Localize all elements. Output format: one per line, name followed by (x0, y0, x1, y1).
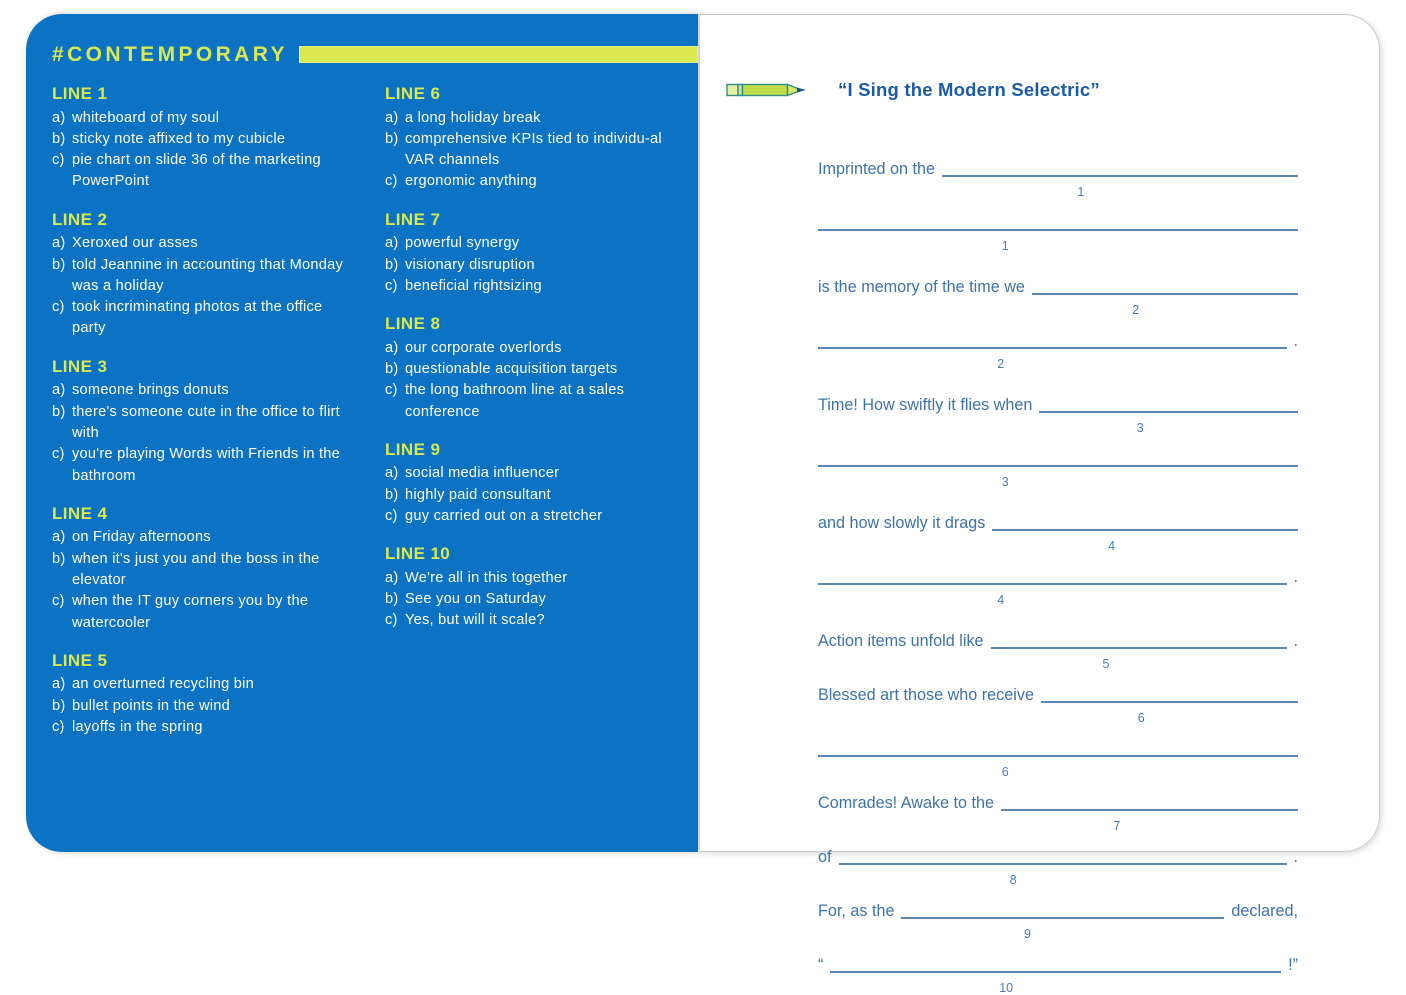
choice-tag: b) (52, 550, 66, 567)
choice-tag: a) (385, 109, 399, 126)
poem-trail-text: . (1293, 847, 1298, 866)
choice-option[interactable] (52, 233, 359, 254)
line-heading: LINE 10 (385, 544, 451, 564)
choice-text: layoffs in the spring (72, 718, 203, 735)
choice-tag: c) (385, 277, 398, 294)
choice-option[interactable] (385, 380, 692, 423)
choice-tag: b) (385, 591, 399, 608)
choice-tag: c) (52, 718, 65, 735)
choice-text: Xeroxed our asses (72, 235, 198, 252)
choice-option[interactable] (52, 444, 359, 487)
poem-row (818, 265, 1298, 317)
blank-number: 9 (1023, 926, 1031, 941)
choice-tag: c) (52, 152, 65, 169)
pencil-icon (726, 77, 816, 103)
line-heading: LINE 1 (52, 84, 108, 103)
choice-text: sticky note affixed to my cubicle (72, 130, 286, 147)
choice-tag: a) (52, 676, 66, 693)
poem-lead-text: of (818, 847, 832, 866)
choice-option[interactable] (385, 589, 692, 610)
poem-title: “I Sing the Modern Selectric” (838, 79, 1100, 100)
fill-in-blank[interactable] (818, 449, 1298, 489)
choice-option[interactable] (52, 527, 359, 548)
line-block (385, 84, 692, 193)
choice-tag: c) (385, 382, 398, 399)
fill-in-blank[interactable] (992, 513, 1298, 553)
poem-row (818, 147, 1298, 199)
choice-tag: a) (385, 569, 399, 586)
choice-text: See you on Saturday (405, 591, 547, 608)
fill-in-blank[interactable] (818, 739, 1298, 779)
poem-row (818, 835, 1298, 887)
poem-row (818, 201, 1298, 253)
fill-in-blank[interactable] (1001, 793, 1298, 833)
poem-lead-text: is the memory of the time we (818, 277, 1025, 296)
poem-row (818, 319, 1298, 371)
choice-text: our corporate overlords (405, 339, 562, 356)
blank-number: 1 (1001, 238, 1009, 253)
choice-option[interactable] (52, 150, 359, 193)
left-page (26, 14, 698, 852)
poem-row (818, 383, 1298, 435)
blank-number: 6 (1137, 710, 1145, 725)
fill-in-blank[interactable] (818, 567, 1287, 607)
choice-text: social media influencer (405, 465, 560, 482)
choice-text: someone brings donuts (72, 382, 229, 399)
choice-text: questionable acquisition targets (405, 361, 618, 378)
choice-tag: a) (52, 109, 66, 126)
choice-tag: b) (385, 130, 399, 147)
poem-row (818, 437, 1298, 489)
contemporary-header (52, 40, 698, 68)
poem-lead-text: “ (818, 955, 824, 974)
choice-option[interactable] (52, 696, 359, 717)
line-block (52, 651, 359, 738)
choice-option[interactable] (385, 108, 692, 129)
choice-tag: a) (52, 235, 66, 252)
line-block (385, 440, 692, 527)
poem-lead-text: For, as the (818, 901, 895, 920)
choice-text: when it's just you and the boss in the elevator (72, 550, 320, 588)
choice-option[interactable] (385, 485, 692, 506)
line-heading: LINE 5 (52, 650, 108, 670)
line-block (52, 357, 359, 487)
choice-option[interactable] (52, 297, 359, 340)
choice-option[interactable] (52, 549, 359, 592)
choice-tag: a) (52, 529, 66, 546)
choice-option[interactable] (385, 171, 692, 192)
line-block (385, 314, 692, 423)
line-block (52, 504, 359, 634)
poem-lead-text: Action items unfold like (818, 631, 984, 650)
fill-in-blank[interactable] (839, 847, 1287, 887)
line-heading: LINE 4 (52, 503, 108, 523)
poem-lead-text: Imprinted on the (818, 159, 935, 178)
choice-option[interactable] (52, 591, 359, 634)
choice-tag: a) (52, 382, 66, 399)
choice-option[interactable] (52, 255, 359, 298)
fill-in-blank[interactable] (1039, 395, 1298, 435)
choice-tag: c) (52, 299, 65, 316)
line-block (385, 544, 692, 631)
poem-lead-text: Blessed art those who receive (818, 685, 1034, 704)
poem-row (818, 501, 1298, 553)
fill-in-blank[interactable] (1032, 277, 1298, 317)
poem-row (818, 889, 1298, 941)
poem-lead-text: and how slowly it drags (818, 513, 986, 532)
fill-in-blank[interactable] (1041, 685, 1298, 725)
choice-text: when the IT guy corners you by the watercooler (72, 593, 309, 631)
choice-tag: c) (385, 173, 398, 190)
poem-row (818, 673, 1298, 725)
choice-text: We're all in this together (405, 569, 568, 586)
poem-row (818, 727, 1298, 779)
blank-number: 10 (999, 980, 1014, 995)
poem-lead-text: Comrades! Awake to the (818, 793, 995, 812)
blank-number: 6 (1001, 764, 1009, 779)
blank-number: 2 (997, 356, 1005, 371)
choice-text: there's someone cute in the office to flirt with (72, 403, 340, 441)
fill-in-blank[interactable] (942, 159, 1298, 199)
choice-tag: c) (52, 446, 65, 463)
choice-tag: b) (52, 697, 66, 714)
choice-text: Yes, but will it scale? (405, 612, 545, 629)
choice-option[interactable] (385, 233, 692, 254)
choice-option[interactable] (385, 276, 692, 297)
line-block (52, 210, 359, 340)
poem-lead-text: Time! How swiftly it flies when (818, 395, 1033, 414)
choice-option[interactable] (385, 506, 692, 527)
choice-option[interactable] (385, 359, 692, 380)
line-heading: LINE 9 (385, 439, 441, 459)
choice-option[interactable] (52, 717, 359, 738)
fill-in-blank[interactable] (818, 213, 1298, 253)
poem-fill-in-lines (818, 147, 1298, 995)
choice-text: the long bathroom line at a sales conference (405, 382, 625, 420)
choice-tag: b) (52, 256, 66, 273)
choice-text: highly paid consultant (405, 486, 551, 503)
blank-number: 3 (1001, 474, 1009, 489)
line-heading: LINE 3 (52, 356, 108, 376)
choice-tag: b) (385, 486, 399, 503)
line-block (52, 84, 359, 193)
poem-trail-text: . (1293, 331, 1298, 350)
choice-option[interactable] (385, 129, 692, 172)
choice-option[interactable] (385, 568, 692, 589)
choices-columns (52, 84, 692, 842)
choice-option[interactable] (52, 108, 359, 129)
fill-in-blank[interactable] (830, 955, 1281, 995)
poem-trail-text: !” (1288, 955, 1298, 974)
choice-tag: b) (385, 256, 399, 273)
choice-tag: c) (385, 508, 398, 525)
choice-text: ergonomic anything (405, 173, 537, 190)
line-heading: LINE 6 (385, 84, 441, 103)
choice-text: told Jeannine in accounting that Monday was a holiday (72, 256, 343, 294)
poem-header (726, 77, 1100, 103)
poem-row (818, 555, 1298, 607)
line-heading: LINE 7 (385, 209, 441, 229)
choice-text: an overturned recycling bin (72, 676, 254, 693)
blank-number: 8 (1009, 872, 1017, 887)
line-heading: LINE 2 (52, 209, 108, 229)
choice-tag: c) (385, 612, 398, 629)
choice-tag: a) (385, 465, 399, 482)
choice-option[interactable] (52, 129, 359, 150)
poem-trail-text: . (1293, 567, 1298, 586)
choice-tag: b) (385, 361, 399, 378)
poem-trail-text: . (1293, 631, 1298, 650)
blank-number: 4 (997, 592, 1005, 607)
fill-in-blank[interactable] (991, 631, 1287, 671)
choice-option[interactable] (52, 402, 359, 445)
choice-option[interactable] (52, 674, 359, 695)
choice-option[interactable] (385, 255, 692, 276)
choice-option[interactable] (385, 463, 692, 484)
choices-column-2 (385, 84, 692, 842)
choice-text: on Friday afternoons (72, 529, 211, 546)
choice-text: beneficial rightsizing (405, 277, 542, 294)
choices-column-1 (52, 84, 359, 842)
blank-number: 2 (1132, 302, 1140, 317)
choice-text: bullet points in the wind (72, 697, 230, 714)
line-block (385, 210, 692, 297)
choice-text: took incriminating photos at the office party (72, 299, 323, 337)
blank-number: 7 (1113, 818, 1121, 833)
fill-in-blank[interactable] (901, 901, 1224, 941)
page-title: #CONTEMPORARY (52, 42, 288, 66)
choice-text: visionary disruption (405, 256, 535, 273)
choice-tag: b) (52, 403, 66, 420)
choice-tag: a) (385, 339, 399, 356)
fill-in-blank[interactable] (818, 331, 1287, 371)
poem-row (818, 943, 1298, 995)
choice-text: powerful synergy (405, 235, 520, 252)
choice-tag: b) (52, 130, 66, 147)
choice-option[interactable] (385, 610, 692, 631)
blank-number: 5 (1102, 656, 1110, 671)
blank-number: 3 (1136, 420, 1144, 435)
poem-trail-text: declared, (1231, 901, 1298, 920)
choice-text: you're playing Words with Friends in the bathroom (72, 446, 341, 484)
blank-number: 4 (1108, 538, 1116, 553)
choice-text: whiteboard of my soul (72, 109, 220, 126)
choice-text: a long holiday break (405, 109, 541, 126)
choice-tag: c) (52, 593, 65, 610)
poem-row (818, 619, 1298, 671)
choice-text: pie chart on slide 36 of the marketing PowerPoint (72, 152, 321, 190)
choice-option[interactable] (385, 338, 692, 359)
choice-option[interactable] (52, 380, 359, 401)
right-page (700, 14, 1380, 995)
line-heading: LINE 8 (385, 314, 441, 334)
choice-text: comprehensive KPIs tied to individu-al VAR channels (405, 130, 662, 169)
blank-number: 1 (1077, 184, 1085, 199)
header-rule (299, 46, 698, 63)
poem-row (818, 781, 1298, 833)
choice-text: guy carried out on a stretcher (405, 508, 603, 525)
choice-tag: a) (385, 235, 399, 252)
